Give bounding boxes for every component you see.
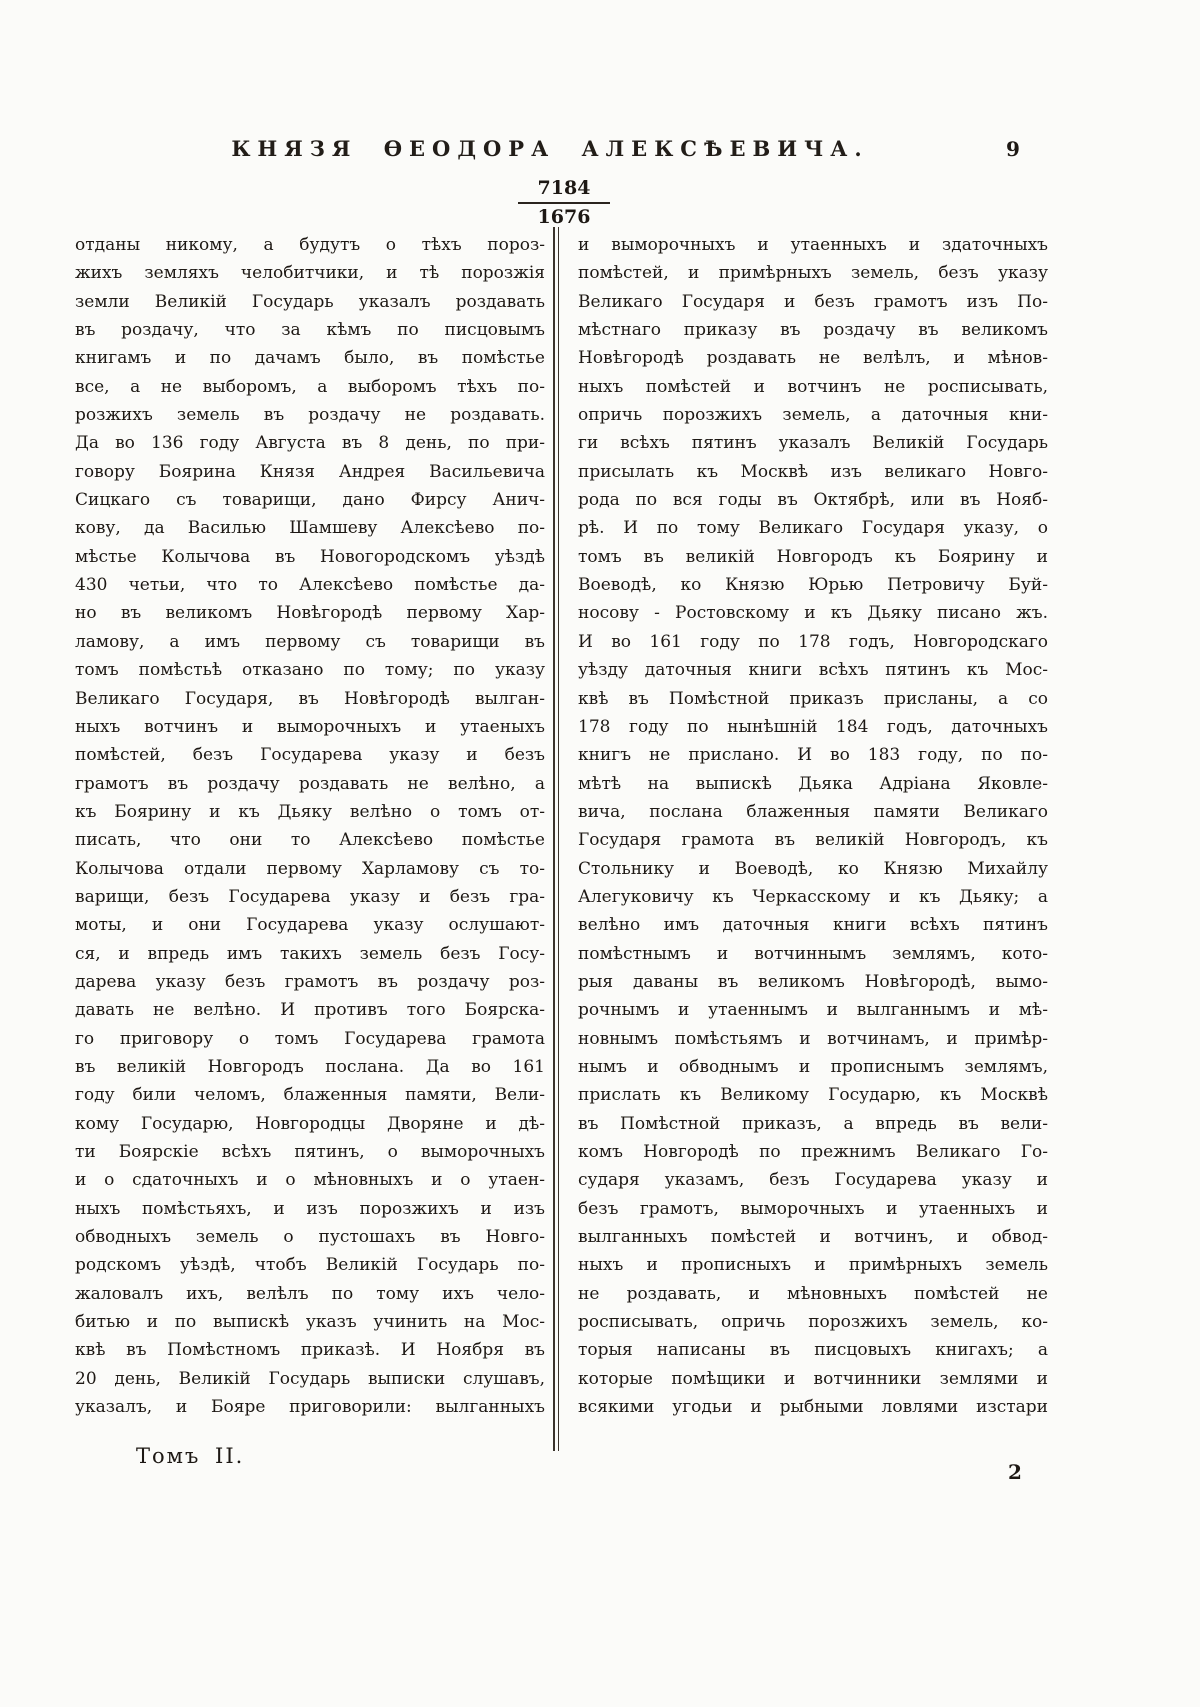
text-line: книгъ не прислано. И во 183 году, по по- (578, 745, 1048, 766)
text-line: году били челомъ, блаженныя памяти, Вели- (75, 1085, 545, 1106)
text-line: Воеводѣ, ко Князю Юрью Петровичу Буй- (578, 575, 1048, 596)
text-line: Государя грамота въ великій Новгородъ, къ (578, 830, 1048, 851)
text-block (75, 231, 1048, 1426)
text-line: грамотъ въ роздачу роздавать не велѣно, а (75, 773, 545, 794)
running-title: КНЯЗЯ ѲЕОДОРА АЛЕКСѢЕВИЧА. (231, 136, 869, 161)
year-denominator: 1676 (537, 205, 591, 228)
text-line: рода по вся годы въ Октябрѣ, или въ Нояб- (578, 490, 1048, 511)
text-line: Великаго Государя и безъ грамотъ изъ По- (578, 291, 1048, 312)
text-line: книгамъ и по дачамъ было, въ помѣстье (75, 348, 545, 369)
text-line: квѣ въ Помѣстномъ приказѣ. И Ноября въ (75, 1340, 545, 1361)
text-line: Стольнику и Воеводѣ, ко Князю Михайлу (578, 858, 1048, 879)
text-line: кову, да Василью Шамшеву Алексѣево по- (75, 518, 545, 539)
text-line: ныхъ и прописныхъ и примѣрныхъ земель (578, 1255, 1048, 1276)
text-line: кому Государю, Новгородцы Дворяне и дѣ- (75, 1113, 545, 1134)
text-line: го приговору о томъ Государева грамота (75, 1028, 545, 1049)
volume-label: Томъ II. (136, 1444, 245, 1468)
text-line: томъ въ великій Новгородъ къ Боярину и (578, 546, 1048, 567)
text-line: нымъ и обводнымъ и прописнымъ землямъ, (578, 1056, 1048, 1077)
text-line: земли Великій Государь указалъ роздавать (75, 291, 545, 312)
text-line: 430 четьи, что то Алексѣево помѣстье да- (75, 575, 545, 596)
text-line: въ великій Новгородъ послана. Да во 161 (75, 1056, 545, 1077)
text-line: росписывать, опричь порозжихъ земель, ко- (578, 1312, 1048, 1333)
text-line: обводныхъ земель о пустошахъ въ Новго- (75, 1227, 545, 1248)
text-line: варищи, безъ Государева указу и безъ гра- (75, 886, 545, 907)
text-line: помѣстнымъ и вотчиннымъ землямъ, кото- (578, 943, 1048, 964)
text-line: ти Боярскіе всѣхъ пятинъ, о выморочныхъ (75, 1142, 545, 1162)
text-line: И во 161 году по 178 годъ, Новгородскаго (578, 631, 1048, 652)
text-line: Да во 136 году Августа въ 8 день, по при- (75, 433, 545, 454)
text-line: носову - Ростовскому и къ Дьяку писано жъ. (578, 603, 1048, 624)
column-divider-rule (553, 227, 559, 1451)
text-line: уѣзду даточныя книги всѣхъ пятинъ къ Мос- (578, 660, 1048, 681)
signature-mark: 2 (1008, 1460, 1022, 1484)
text-line: 178 году по нынѣшній 184 годъ, даточныхъ (578, 716, 1048, 737)
text-line: присылать къ Москвѣ изъ великаго Новго- (578, 461, 1048, 482)
text-line: новнымъ помѣстьямъ и вотчинамъ, и примѣр- (578, 1028, 1048, 1049)
text-line: прислать къ Великому Государю, къ Москвѣ (578, 1085, 1048, 1106)
text-line: дарева указу безъ грамотъ въ роздачу роз- (75, 971, 545, 992)
text-line: всякими угодьи и рыбными ловлями изстари (578, 1397, 1048, 1418)
text-line: ся, и впредь имъ такихъ земель безъ Госу- (75, 943, 545, 964)
text-line: мѣтѣ на выпискѣ Дьяка Адріана Яковле- (578, 773, 1048, 794)
text-line: давать не велѣно. И противъ того Боярска- (75, 1000, 545, 1021)
text-line: комъ Новгородѣ по прежнимъ Великаго Го- (578, 1142, 1048, 1162)
text-line: 20 день, Великій Государь выписки слушавъ, (75, 1368, 545, 1389)
text-line: вылганныхъ помѣстей и вотчинъ, и обвод- (578, 1227, 1048, 1248)
text-line: Сицкаго съ товарищи, дано Фирсу Анич- (75, 490, 545, 511)
text-line: безъ грамотъ, выморочныхъ и утаенныхъ и (578, 1198, 1048, 1219)
text-line: ныхъ вотчинъ и выморочныхъ и утаеныхъ (75, 716, 545, 737)
text-line: томъ помѣстьѣ отказано по тому; по указу (75, 660, 545, 681)
text-line: сударя указамъ, безъ Государева указу и (578, 1170, 1048, 1191)
text-line: мѣстнаго приказу въ роздачу въ великомъ (578, 320, 1048, 341)
text-line: помѣстей, безъ Государева указу и безъ (75, 745, 545, 766)
text-line: которые помѣщики и вотчинники землями и (578, 1368, 1048, 1389)
text-line: ныхъ помѣстей и вотчинъ не росписывать, (578, 376, 1048, 397)
text-line: но въ великомъ Новѣгородѣ первому Хар- (75, 603, 545, 624)
text-line: Колычова отдали первому Харламову съ то- (75, 858, 545, 879)
left-column (75, 231, 545, 1421)
text-line: къ Боярину и къ Дьяку велѣно о томъ от- (75, 801, 545, 822)
right-column (578, 231, 1048, 1421)
text-line: и о сдаточныхъ и о мѣновныхъ и о утаен- (75, 1170, 545, 1191)
text-line: ламову, а имъ первому съ товарищи въ (75, 631, 545, 652)
text-line: въ роздачу, что за кѣмъ по писцовымъ (75, 320, 545, 341)
text-line: моты, и они Государева указу ослушают- (75, 915, 545, 936)
text-line: мѣстье Колычова въ Новогородскомъ уѣздѣ (75, 546, 545, 567)
text-line: говору Боярина Князя Андрея Васильевича (75, 461, 545, 482)
text-line: въ Помѣстной приказъ, а впредь въ вели- (578, 1113, 1048, 1134)
text-line: ныхъ помѣстьяхъ, и изъ порозжихъ и изъ (75, 1198, 545, 1219)
text-line: Новѣгородѣ роздавать не велѣлъ, и мѣнов- (578, 348, 1048, 369)
text-line: Великаго Государя, въ Новѣгородѣ вылган- (75, 688, 545, 709)
text-line: помѣстей, и примѣрныхъ земель, безъ указу (578, 263, 1048, 284)
text-line: велѣно имъ даточныя книги всѣхъ пятинъ (578, 915, 1048, 936)
text-line: вича, послана блаженныя памяти Великаго (578, 801, 1048, 822)
text-line: ги всѣхъ пятинъ указалъ Великій Государь (578, 433, 1048, 454)
text-line: битью и по выпискѣ указъ учинить на Мос- (75, 1312, 545, 1333)
text-line: и выморочныхъ и утаенныхъ и здаточныхъ (578, 235, 1048, 255)
text-line: писать, что они то Алексѣево помѣстье (75, 830, 545, 851)
text-line: не роздавать, и мѣновныхъ помѣстей не (578, 1283, 1048, 1304)
text-line: все, а не выборомъ, а выборомъ тѣхъ по- (75, 376, 545, 397)
year-fraction (518, 178, 610, 229)
text-line: жихъ земляхъ челобитчики, и тѣ порозжія (75, 263, 545, 284)
year-numerator: 7184 (518, 178, 610, 204)
text-line: указалъ, и Бояре приговорили: вылганныхъ (75, 1397, 545, 1418)
text-line: торыя написаны въ писцовыхъ книгахъ; а (578, 1340, 1048, 1361)
page-number: 9 (1006, 137, 1020, 161)
text-line: рѣ. И по тому Великаго Государя указу, о (578, 518, 1048, 539)
text-line: родскомъ уѣздѣ, чтобъ Великій Государь по- (75, 1255, 545, 1276)
text-line: розжихъ земель въ роздачу не роздавать. (75, 405, 545, 426)
text-line: жаловалъ ихъ, велѣлъ по тому ихъ чело- (75, 1283, 545, 1304)
text-line: квѣ въ Помѣстной приказъ присланы, а со (578, 688, 1048, 709)
text-line: рыя даваны въ великомъ Новѣгородѣ, вымо- (578, 971, 1048, 992)
text-line: рочнымъ и утаеннымъ и вылганнымъ и мѣ- (578, 1000, 1048, 1021)
text-line: Алегуковичу къ Черкасскому и къ Дьяку; а (578, 886, 1048, 907)
text-line: опричь порозжихъ земель, а даточныя кни- (578, 405, 1048, 426)
text-line: отданы никому, а будутъ о тѣхъ пороз- (75, 235, 545, 255)
